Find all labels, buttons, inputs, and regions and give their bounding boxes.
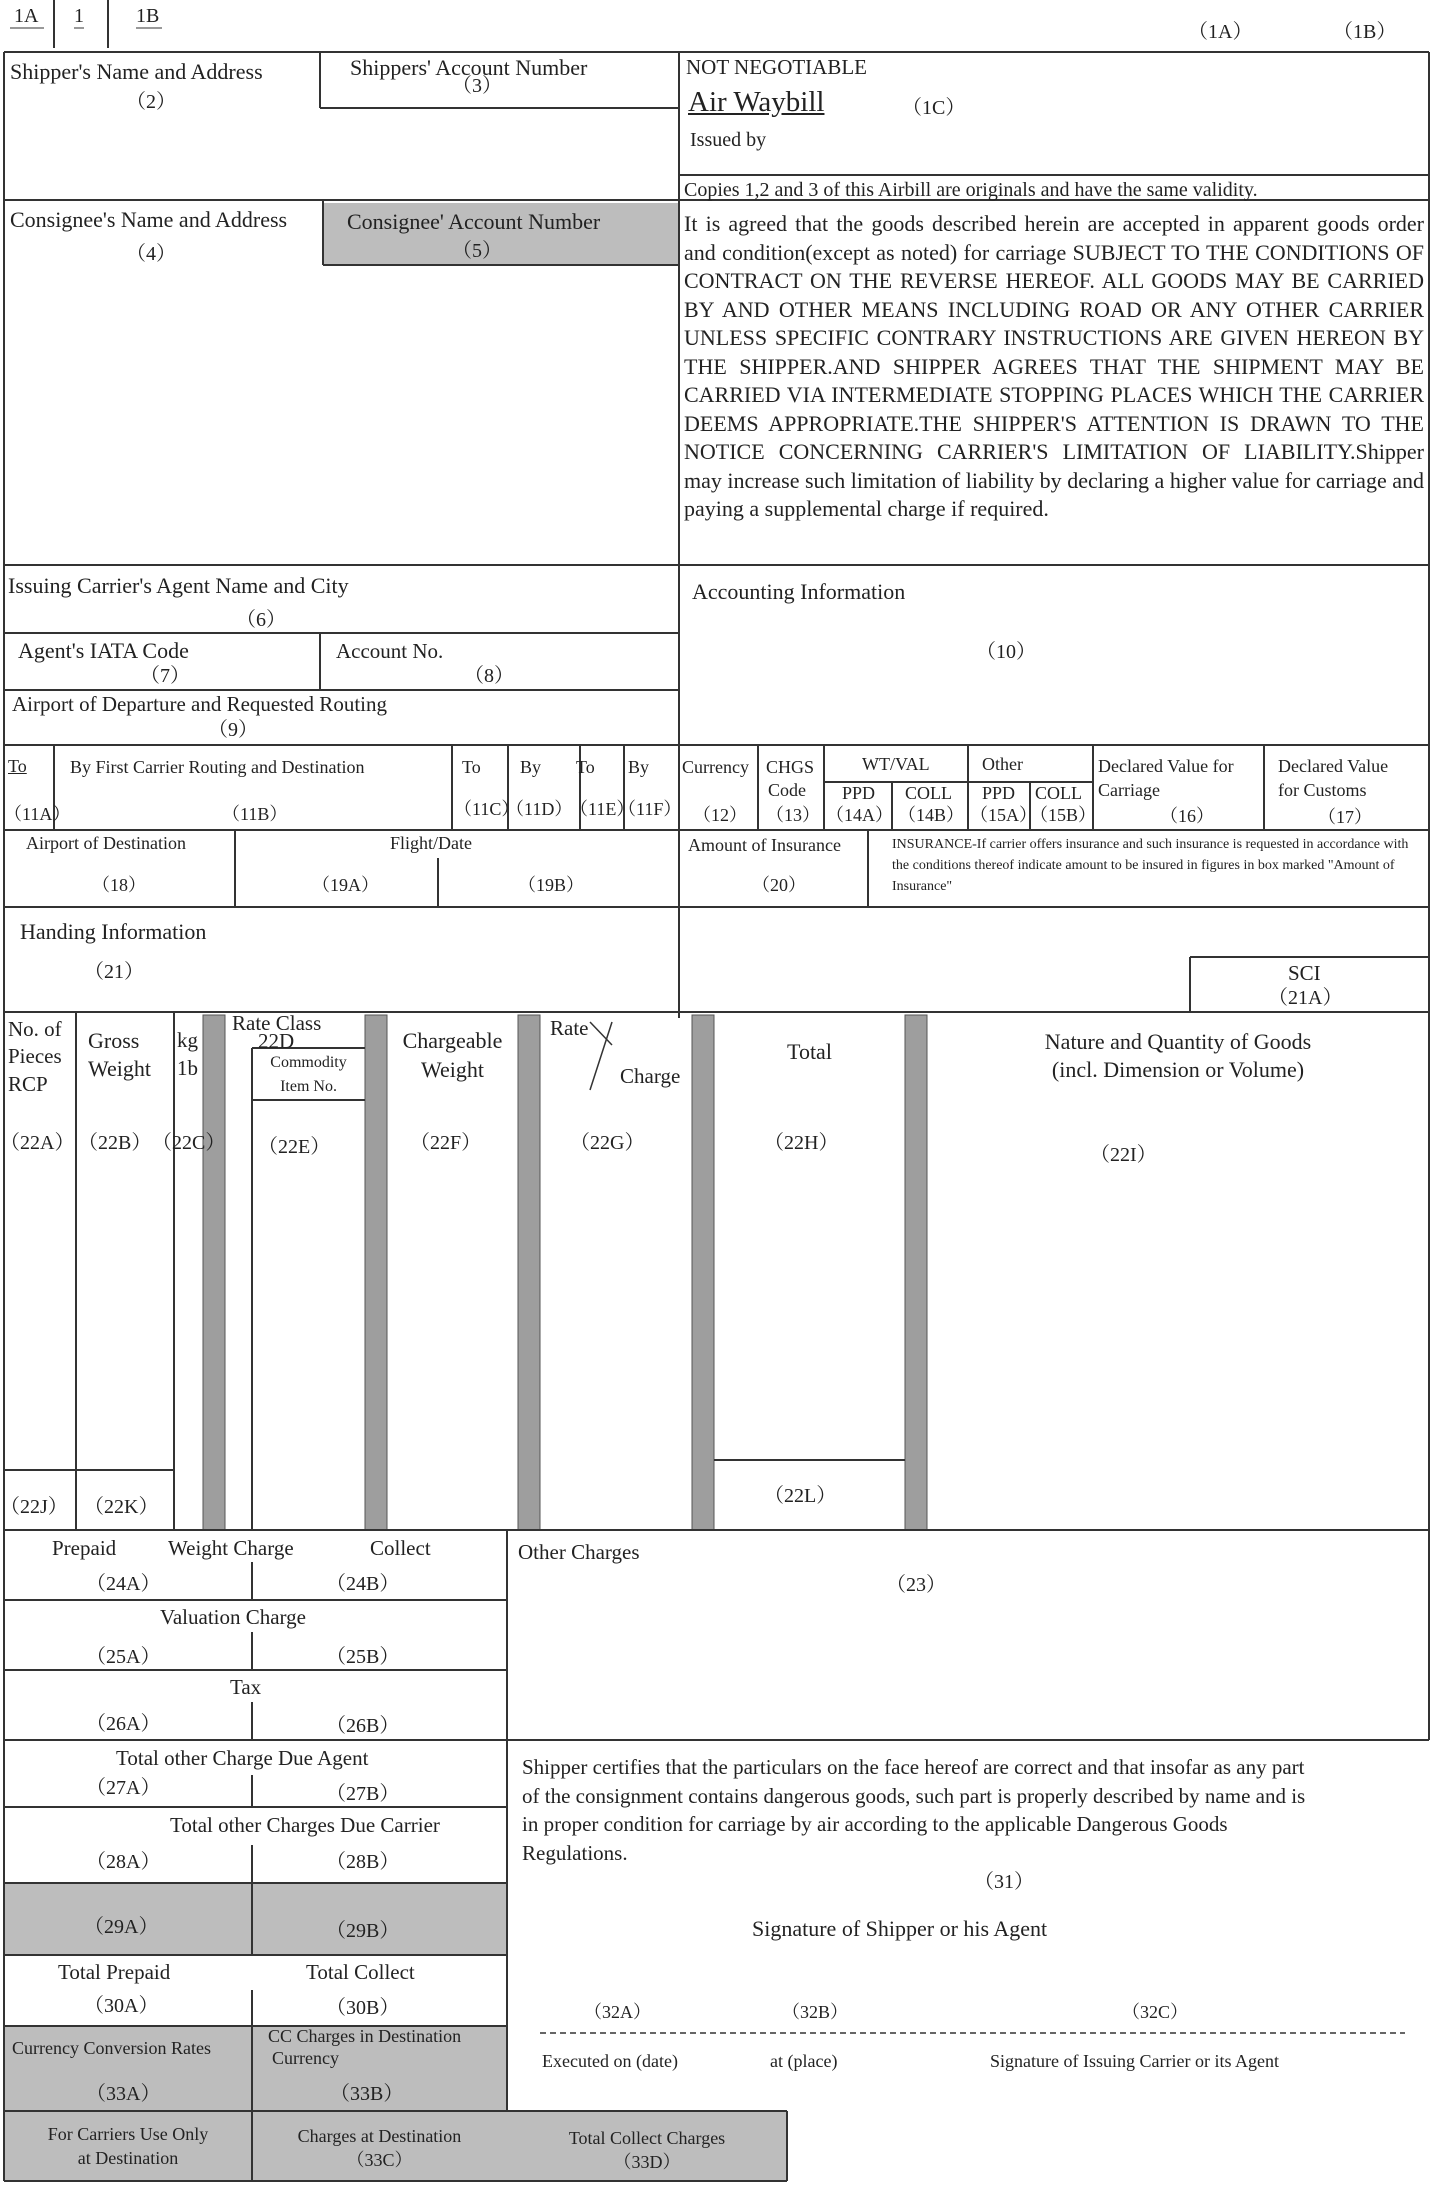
n26a: （26A） [86,1713,161,1735]
pieces-label-3: RCP [8,1072,48,1096]
executed-place-label: at (place) [770,2051,838,2071]
n25a: （25A） [86,1646,161,1668]
n28b: （28B） [326,1851,400,1873]
route-to2-num: （11C） [454,799,520,819]
right-1b: （1B） [1333,21,1397,43]
shipper-account-label: Shippers' Account Number [350,55,588,80]
executed-date-label: Executed on (date) [542,2051,678,2071]
flight-date-label: Flight/Date [390,833,472,853]
n33b: （33B） [330,2083,404,2105]
n32a: （32A） [584,2002,651,2022]
wt-coll-num: （14B） [898,805,965,825]
commodity-label-1: Commodity [270,1054,347,1071]
n33a: （33A） [86,2083,161,2105]
weight-charge-label: Weight Charge [168,1536,294,1560]
ot-ppd-num: （15A） [970,805,1037,825]
n33c: （33C） [346,2150,413,2170]
issued-by: Issued by [690,129,767,151]
other-label: Other [982,754,1023,774]
n27b: （27B） [326,1783,400,1805]
goods-bar-4 [692,1015,714,1530]
goods-bar-3 [518,1015,540,1530]
consignee-account-label: Consignee' Account Number [347,209,601,234]
collect-label: Collect [370,1536,431,1560]
code-1b: 1B [136,5,160,27]
n22f: （22F） [410,1132,482,1154]
currency-label: Currency [682,757,749,777]
n22j: （22J） [0,1496,68,1518]
declared-carriage-label-2: Carriage [1098,780,1160,800]
carrier-signature-label: Signature of Issuing Carrier or its Agent [990,2051,1279,2071]
sci-num: （21A） [1268,987,1343,1009]
ot-ppd-label: PPD [982,783,1016,803]
cc-charges-label-2: Currency [272,2048,339,2068]
right-1a: （1A） [1188,21,1253,43]
agent-num: （6） [236,609,286,631]
chargeable-label-2: Weight [421,1057,484,1082]
conv-rates-label: Currency Conversion Rates [12,2038,211,2058]
n22b: （22B） [78,1132,152,1154]
declared-customs-label-1: Declared Value [1278,756,1389,776]
copies-note: Copies 1,2 and 3 of this Airbill are originals and have the same validity. [684,179,1258,201]
route-by2-label: By [520,757,542,777]
declared-customs-num: （17） [1318,807,1372,827]
nature-label-1: Nature and Quantity of Goods [1044,1029,1312,1054]
insurance-note: INSURANCE-If carrier offers insurance and such insurance is requested in accordance with the conditions thereof indicate amount to be insured in figures in box marked "Amount of Insurance" [892,837,1409,894]
n22h: （22H） [764,1132,839,1154]
pieces-label-2: Pieces [8,1044,62,1068]
departure-label: Airport of Departure and Requested Routing [12,692,387,716]
wt-coll-label: COLL [905,783,952,803]
chgs-code-label: Code [768,780,806,800]
consignee-label: Consignee's Name and Address [10,207,288,232]
flight-b-num: （19B） [518,875,585,895]
due-agent-label: Total other Charge Due Agent [116,1746,369,1770]
consignee-num: （4） [126,243,176,265]
n24a: （24A） [86,1573,161,1595]
rate-label: Rate [550,1016,589,1040]
goods-bar-5 [905,1015,927,1530]
iata-num: （7） [140,665,190,687]
n22k: （22K） [84,1496,159,1518]
other-charges-label: Other Charges [518,1540,640,1564]
goods-bar-2 [365,1015,387,1530]
chgs-label: CHGS [766,757,815,777]
due-carrier-label: Total other Charges Due Carrier [170,1813,440,1837]
cc-charges-label-1: CC Charges in Destination [268,2026,462,2046]
n22c: （22C） [152,1132,226,1154]
row29-shade [4,1883,507,1955]
code-1a: 1A [14,5,39,27]
charge-label: Charge [620,1064,681,1088]
total-label: Total [787,1039,832,1064]
route-by2-num: （11D） [506,799,573,819]
n33d: （33D） [613,2152,681,2172]
commodity-label-2: Item No. [280,1078,337,1095]
declared-customs-label-2: for Customs [1278,780,1367,800]
n28a: （28A） [86,1851,161,1873]
insurance-label: Amount of Insurance [688,835,841,855]
declared-carriage-label-1: Declared Value for [1098,756,1234,776]
not-negotiable: NOT NEGOTIABLE [686,55,868,79]
wt-ppd-num: （14A） [826,805,893,825]
n24b: （24B） [326,1573,400,1595]
num-1c: （1C） [902,97,966,119]
n30a: （30A） [84,1995,159,2017]
insurance-num: （20） [752,875,806,895]
tax-label: Tax [230,1675,262,1699]
accounting-label: Accounting Information [692,579,906,604]
goods-bar-1 [203,1015,225,1530]
n27a: （27A） [86,1777,161,1799]
agent-account-label: Account No. [336,639,444,663]
n22g: （22G） [570,1132,645,1154]
flight-a-num: （19A） [312,875,379,895]
n25b: （25B） [326,1646,400,1668]
gross-label-2: Weight [88,1056,151,1081]
route-by3-num: （11F） [618,799,682,819]
route-to3-label: To [576,757,595,777]
departure-num: （9） [208,719,258,741]
gross-label-1: Gross [88,1028,140,1053]
n22e: （22E） [258,1136,331,1158]
total-prepaid-label: Total Prepaid [58,1960,171,1984]
ot-coll-num: （15B） [1030,805,1097,825]
carriers-use-label-2: at Destination [77,2148,179,2168]
n22i: （22I） [1090,1144,1157,1166]
shipper-signature-label: Signature of Shipper or his Agent [752,1916,1048,1941]
code-1: 1 [74,5,84,27]
shipper-num: （2） [126,91,176,113]
shipper-account-num: （3） [452,75,502,97]
lb-label: 1b [177,1056,198,1080]
shipper-certification: Shipper certifies that the particulars on the face hereof are correct and that insofar as any part of the consignment contains dangerous goods, such part is properly described by name and is in proper condition for carriage by air according to the applicable Dangerous Goods Regulations. [522,1755,1306,1865]
airport-destination-num: （18） [92,875,146,895]
handling-label: Handing Information [20,919,207,944]
rate-class-num: 22D [258,1029,295,1053]
agreement-text: It is agreed that the goods described herein are accepted in apparent goods order and condition(except as noted) for carriage SUBJECT TO THE CONDITIONS OF CONTRACT ON THE REVERSE HEREOF. ALL GOODS MAY BE CARRIED BY AND OTHER MEANS INCLUDING ROAD OR ANY OTHER CARRIER UNLESS SPECIFIC CONTRARY INSTRUCTIONS ARE GIVEN HEREON BY THE SHIPPER.AND SHIPPER AGREES THAT THE SHIPMENT MAY BE CARRIED VIA INTERMEDIATE STOPPING PLACES WHICH THE CARRIER DEEMS APPROPRIATE.THE SHIPPER'S ATTENTION IS DRAWN TO THE NOTICE CONCERNING CARRIER'S LIMITATION OF LIABILITY.Shipper may increase such limitation of liability by declaring a higher value for carriage and paying a supplemental charge if required. [684,211,1424,521]
shipper-label: Shipper's Name and Address [10,59,263,84]
valuation-label: Valuation Charge [160,1605,306,1629]
handling-num: （21） [84,961,144,983]
route-to-num: （11A） [4,804,71,824]
chgs-num: （13） [766,805,820,825]
carriers-use-label-1: For Carriers Use Only [47,2124,209,2144]
route-to3-num: （11E） [570,799,635,819]
charges-destination-label: Charges at Destination [297,2126,462,2146]
wtval-label: WT/VAL [862,754,930,774]
first-carrier-label: By First Carrier Routing and Destination [70,757,365,777]
sci-label: SCI [1288,961,1321,985]
declared-carriage-num: （16） [1160,806,1214,826]
rate-class-label: Rate Class [232,1011,322,1035]
first-carrier-num: （11B） [222,804,288,824]
certify-num: （31） [974,1871,1034,1893]
n22a: （22A） [0,1132,75,1154]
currency-num: （12） [693,805,747,825]
chargeable-label-1: Chargeable [402,1028,503,1053]
n26b: （26B） [326,1715,400,1737]
n32b: （32B） [782,2002,849,2022]
n32c: （32C） [1122,2002,1189,2022]
nature-label-2: (incl. Dimension or Volume) [1051,1057,1305,1082]
airport-destination-label: Airport of Destination [26,833,186,853]
agent-label: Issuing Carrier's Agent Name and City [8,573,349,598]
accounting-num: （10） [976,641,1036,663]
consignee-account-num: （5） [452,240,502,262]
air-waybill-title: Air Waybill [688,86,825,118]
prepaid-label: Prepaid [52,1536,117,1560]
pieces-label-1: No. of [8,1017,62,1041]
route-to-label: To [8,756,27,776]
n30b: （30B） [326,1997,400,2019]
route-to2-label: To [462,757,481,777]
n29a: （29A） [84,1916,159,1938]
other-charges-num: （23） [886,1574,946,1596]
agent-account-num: （8） [464,665,514,687]
iata-label: Agent's IATA Code [18,638,189,663]
n29b: （29B） [326,1920,400,1942]
ot-coll-label: COLL [1035,783,1082,803]
wt-ppd-label: PPD [842,783,876,803]
route-by3-label: By [628,757,650,777]
kg-label: kg [177,1028,198,1052]
total-collect-label: Total Collect [306,1960,415,1984]
n22l: （22L） [764,1485,837,1507]
total-collect-charges-label: Total Collect Charges [568,2128,726,2148]
